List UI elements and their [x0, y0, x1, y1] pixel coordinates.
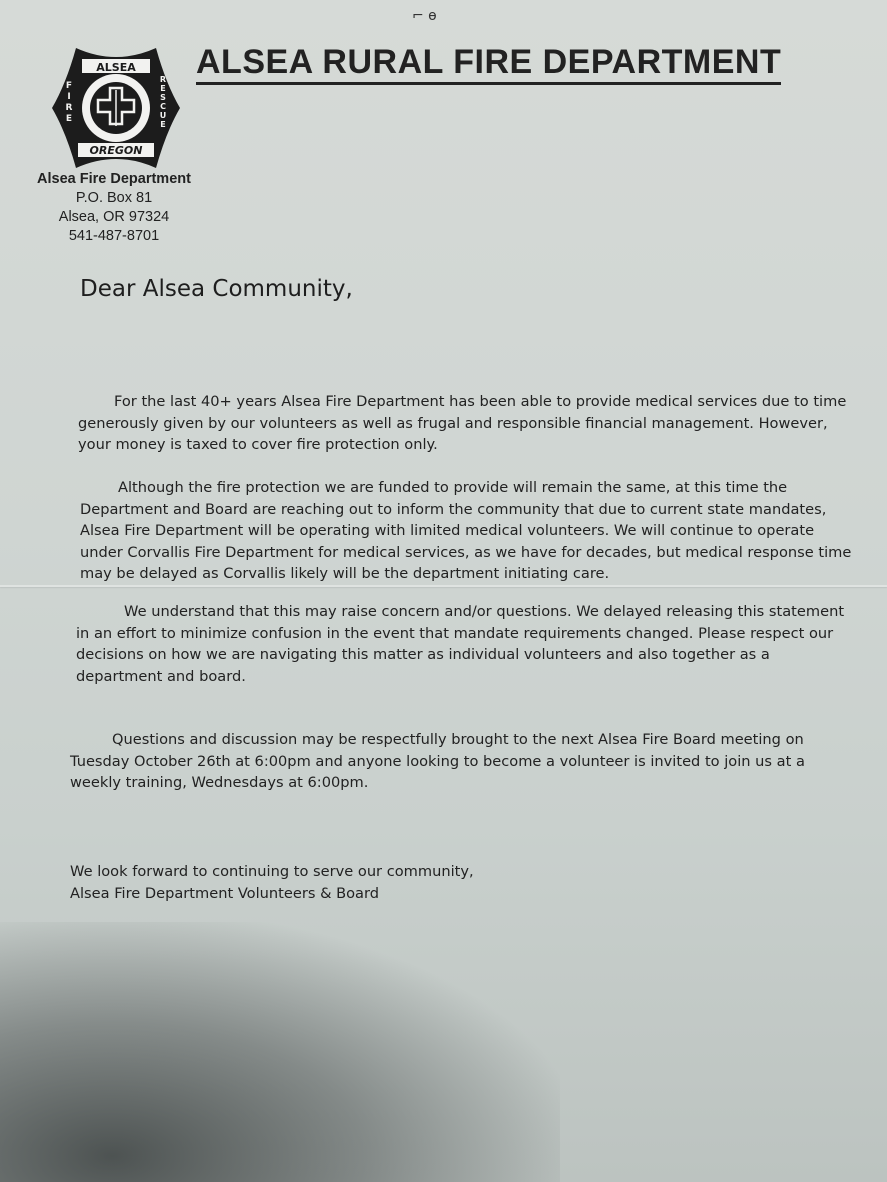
address-city: Alsea, OR 97324: [58, 209, 170, 225]
page-title: ALSEA RURAL FIRE DEPARTMENT: [196, 42, 781, 85]
paragraph-line: Department and Board are reaching out to inform the community that due to current state mandates,: [80, 500, 827, 518]
paragraph-1: [78, 391, 846, 456]
paragraph-line: For the last 40+ years Alsea Fire Department has been able to provide medical services due to time: [114, 393, 847, 410]
paragraph-2: [80, 477, 851, 585]
address-po-box: P.O. Box 81: [75, 190, 153, 206]
paragraph-line: We understand that this may raise concern and/or questions. We delayed releasing this statement: [124, 603, 845, 620]
logo-bottom-text: OREGON: [89, 144, 143, 157]
closing: [70, 861, 474, 904]
photo-shadow: [0, 922, 560, 1182]
paragraph-line: department and board.: [76, 667, 246, 685]
return-address: [26, 170, 202, 246]
logo-left-text: F I R E: [65, 81, 73, 124]
logo-right-text: R E S C U E: [159, 75, 167, 129]
paragraph-3: [76, 601, 844, 687]
paragraph-line: your money is taxed to cover fire protection only.: [78, 436, 438, 453]
paragraph-line: decisions on how we are navigating this matter as individual volunteers and also together as a: [76, 646, 770, 663]
closing-line: Alsea Fire Department Volunteers & Board: [70, 884, 379, 902]
paragraph-line: generously given by our volunteers as well as frugal and responsible financial management. However,: [78, 414, 828, 432]
handwritten-mark: ⌐ ɵ: [412, 8, 437, 24]
paragraph-line: in an effort to minimize confusion in the event that mandate requirements changed. Please respect our: [76, 624, 834, 642]
paragraph-line: Questions and discussion may be respectfully brought to the next Alsea Fire Board meeting on: [112, 731, 804, 748]
salutation: Dear Alsea Community,: [80, 276, 353, 302]
logo-top-text: ALSEA: [96, 61, 136, 74]
address-phone: 541-487-8701: [68, 228, 160, 244]
closing-line: We look forward to continuing to serve our community,: [70, 863, 474, 880]
paragraph-4: [70, 729, 805, 794]
paragraph-line: Tuesday October 26th at 6:00pm and anyone looking to become a volunteer is invited to join us at a: [70, 752, 805, 770]
paragraph-line: weekly training, Wednesdays at 6:00pm.: [70, 774, 369, 791]
fire-department-logo: [48, 44, 184, 172]
paragraph-line: Alsea Fire Department will be operating with limited medical volunteers. We will continue to operate: [80, 522, 815, 539]
paper-fold-line: [0, 585, 887, 587]
address-org: Alsea Fire Department: [37, 171, 191, 187]
paragraph-line: Although the fire protection we are funded to provide will remain the same, at this time the: [118, 479, 788, 496]
paragraph-line: under Corvallis Fire Department for medical services, as we have for decades, but medical response time: [80, 543, 852, 561]
paragraph-line: may be delayed as Corvallis likely will be the department initiating care.: [80, 565, 610, 582]
